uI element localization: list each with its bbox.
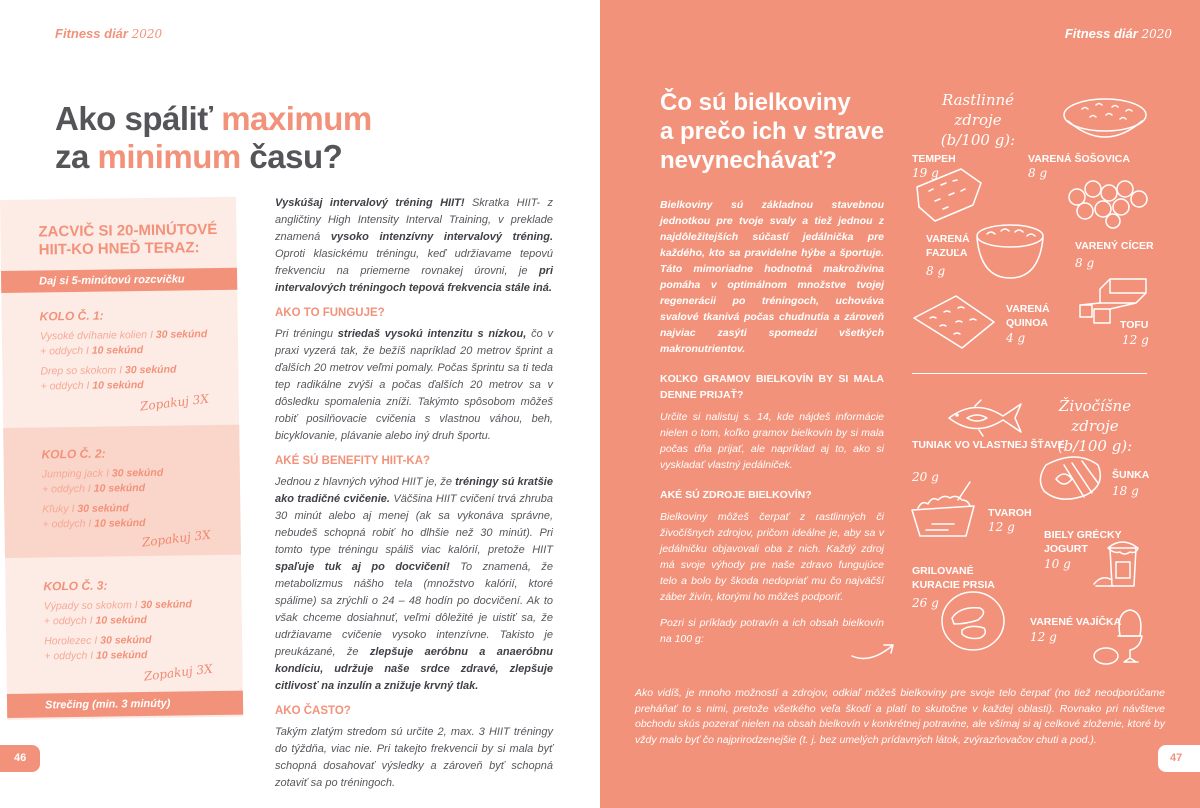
page-title: Čo sú bielkoviny a prečo ich v strave nevynechávať? (660, 89, 885, 174)
title-text: času? (249, 138, 343, 175)
article-paragraph: Pozri si príklady potravín a ich obsah bielkovín na 100 g: (660, 617, 884, 645)
food-name: VARENÝ CÍCER (1075, 240, 1154, 252)
round-title: KOLO Č. 2: (41, 446, 106, 462)
section-heading: AKÉ SÚ ZDROJE BIELKOVÍN? (660, 489, 812, 501)
page-number: 47 (1158, 745, 1200, 772)
food-protein-value: 8 g (1028, 166, 1048, 180)
chicken-plate-icon (940, 590, 1006, 652)
exercise: Jumping jack I 30 sekúnd + oddych I 10 sekúnd (41, 466, 164, 496)
article-column (275, 195, 553, 800)
exercise: Drep so skokom I 30 sekúnd + oddych I 10 sekúnd (40, 363, 177, 393)
lentils-bowl-icon (1062, 93, 1148, 145)
food-name: VARENÉ VAJÍČKA (1030, 616, 1122, 628)
page-number: 46 (0, 745, 40, 772)
warmup-band: Daj si 5-minútovú rozcvičku (1, 268, 237, 293)
cottage-cheese-icon (908, 480, 978, 538)
food-protein-value: 12 g (1030, 630, 1057, 644)
workout-box (0, 197, 243, 720)
food-protein-value: 4 g (1006, 331, 1026, 345)
exercise: Horolezec I 30 sekúnd + oddych I 10 sekúnd (44, 633, 152, 663)
title-text: Ako spáliť (55, 100, 213, 137)
plant-sources-heading: Rastlinné zdroje (b/100 g): (940, 91, 1016, 149)
arrow-icon (850, 640, 900, 662)
food-name: GRILOVANÉ KURACIE PRSIA (912, 565, 995, 591)
food-name: VARENÁ ŠOŠOVICA (1028, 153, 1130, 165)
food-protein-value: 18 g (1112, 484, 1139, 498)
exercise: Kľuky I 30 sekúnd + oddych I 10 sekúnd (42, 502, 146, 531)
quinoa-plate-icon (910, 292, 996, 352)
running-head-text: Fitness diár (1064, 26, 1138, 41)
page-title (55, 100, 372, 176)
repeat-note: Zopakuj 3X (142, 661, 214, 684)
article-paragraph: Takým zlatým stredom sú určite 2, max. 3 HIIT tréningy do týždňa, viac nie. Pri takejto frekvencii by si mala byť schopná dosahovať výsledky a zároveň byť schopná zotaviť sa po tréningoch. (275, 726, 553, 789)
food-protein-value: 12 g (988, 520, 1015, 534)
food-name: TOFU (1120, 319, 1149, 331)
round-title: KOLO Č. 1: (39, 308, 104, 324)
section-heading: KOĽKO GRAMOV BIELKOVÍN BY SI MALA DENNE PRIJAŤ? (660, 373, 884, 401)
animal-sources-heading: Živočíšne zdroje (b/100 g): (1057, 397, 1133, 455)
section-heading: AKO TO FUNGUJE? (275, 307, 385, 319)
food-protein-value: 26 g (912, 596, 939, 610)
article-paragraph: Bielkoviny môžeš čerpať z rastlinných či živočíšnych zdrojov, pričom ideálne je, aby sa v jedálničku objavovali oba z nich. Každý zdroj má svoje výhody pre naše zdravo fungujúce telo a bolo by škoda nedopriať mu čo najväčší záber živín, ktorými ho môžeš podporiť. (660, 511, 884, 603)
food-name: VARENÁ QUINOA (1006, 303, 1050, 329)
round-2 (3, 425, 241, 558)
ham-icon (1036, 455, 1104, 503)
beans-bowl-icon (975, 222, 1045, 280)
protein-article (660, 197, 884, 657)
food-protein-value: 8 g (926, 264, 946, 278)
section-heading: AKÉ SÚ BENEFITY HIIT-KA? (275, 455, 431, 467)
running-head-year: 2020 (1141, 27, 1172, 41)
exercise: Výpady so skokom I 30 sekúnd + oddych I 10 sekúnd (43, 598, 192, 628)
article-paragraph: Určite si nalistuj s. 14, kde nájdeš informácie nielen o tom, koľko gramov bielkovín by si mala počas dňa prijať, ale napríklad aj to, ako si vyskladať vlastný jedálniček. (660, 411, 884, 471)
round-title: KOLO Č. 3: (43, 578, 108, 594)
section-heading: AKO ČASTO? (275, 705, 351, 717)
article-paragraph: Jednou z hlavných výhod HIIT je, že tréningy sú kratšie ako tradičné cvičenie. Väčšina HIIT cvičení trvá zhruba 30 minút alebo aj menej (ak sa vykonáva správne, nebudeš schopná robiť ho dlhšie než 30 minút). Pri tomto type tréningu spáliš viac kalórií, pretože HIIT spaľuje tuk aj po docvičení! To znamená, že metabolizmus nášho tela (množstvo kalórií, ktoré spálime) sa zrýchli o 24 – 48 hodín po docvičení. Ak to však chceme dosiahnuť, veľmi dôležité je uistiť sa, že udržiavame cvičenie vysoko intenzívne. Takisto je preukázané, že zlepšuje aeróbnu a anaeróbnu kondíciu, udržuje naše srdce zdravé, zlepšuje citlivosť na inzulín a znižuje krvný tlak. (275, 476, 553, 692)
food-protein-value: 20 g (912, 470, 939, 484)
title-highlight: minimum (97, 138, 241, 175)
running-head (55, 26, 162, 41)
title-highlight: maximum (221, 100, 372, 137)
exercise: Vysoké dvíhanie kolien I 30 sekúnd + oddych I 10 sekúnd (39, 328, 208, 358)
workout-box-title (38, 221, 217, 259)
article-paragraph: Vyskúšaj intervalový tréning HIIT! Skratka HIIT- z angličtiny High Intensity Interval Training, v preklade znamená vysoko intenzívny intervalový tréning. Oproti klasickému tréningu, keď udržiavame tepovú frekvenciu na priemerne rovnakej úrovni, je pri intervalových tréningoch tepová frekvencia stále iná. (275, 197, 554, 294)
right-page (600, 0, 1200, 808)
cooldown-band: Strečing (min. 3 minúty) (7, 691, 243, 718)
food-protein-value: 19 g (912, 166, 939, 180)
food-protein-value: 8 g (1075, 256, 1095, 270)
round-3 (5, 577, 243, 694)
fish-icon (945, 398, 1025, 440)
food-name: TUNIAK VO VLASTNEJ ŠŤAVE (912, 439, 1065, 451)
running-head-text: Fitness diár (55, 26, 128, 41)
closing-paragraph: Ako vidíš, je mnoho možností a zdrojov, odkiaľ môžeš bielkoviny pre svoje telo čerpať (no tiež neodporúčame preháňať to s nimi, pretože všetkého veľa škodí a platí to skutočne v každej oblasti). Rovnako pri návšteve obchodu skús pozerať nielen na obsah bielkovín v konkrétnej potravine, ale všímaj si aj celkové zloženie, ktoré by vždy malo byť čo najprirodzenejšie (t. j. bez umelých prídavných látok, zvýrazňovačov chuti a pod.). (635, 687, 1165, 746)
workout-title-line: ZACVIČ SI 20-MINÚTOVÉ (38, 220, 218, 241)
food-protein-value: 12 g (1122, 333, 1149, 347)
intro-paragraph: Bielkoviny sú základnou stavebnou jednotkou pre tvoje svaly a tiež jednou z najdôležitejších súčastí jedálnička pre každého, kto sa pravidelne hýbe a športuje. Táto mimoriadne hodnotná makroživina pomáha v optimálnom množstve tvojej regenerácii po tréningoch, uchováva svalové tkanivá počas chudnutia a zároveň najviac zasýti spomedzi všetkých makronutrientov. (660, 199, 884, 355)
food-name: BIELY GRÉCKY JOGURT (1044, 529, 1122, 555)
food-name: VARENÁ FAZUĽA (926, 233, 970, 259)
food-name: TEMPEH (912, 153, 956, 165)
workout-title-line: HIIT-KO HNEĎ TERAZ: (38, 239, 200, 259)
round-1 (2, 307, 240, 434)
divider (912, 373, 1147, 374)
article-paragraph: Pri tréningu striedaš vysokú intenzitu s nízkou, čo v praxi vyzerá tak, že bežíš napríklad 20 metrov šprint a ďalších 20 metrov veľmi pomaly. Počas šprintu sa ti teda tep radikálne zvýši a počas ďalších 20 metrov sa v dôsledku spomalenia zníži. Takýmto spôsobom môžeš robiť posilňovacie cvičenia s vlastnou váhou, beh, bicyklovanie, plávanie alebo iný druh športu. (275, 328, 554, 442)
title-text: za (55, 138, 89, 175)
repeat-note: Zopakuj 3X (139, 391, 210, 414)
repeat-note: Zopakuj 3X (141, 527, 212, 550)
food-name: TVAROH (988, 507, 1032, 519)
running-head (1065, 26, 1172, 41)
food-name: ŠUNKA (1112, 469, 1150, 481)
food-protein-value: 10 g (1044, 557, 1071, 571)
running-head-year: 2020 (131, 27, 163, 41)
chickpeas-icon (1065, 175, 1150, 230)
